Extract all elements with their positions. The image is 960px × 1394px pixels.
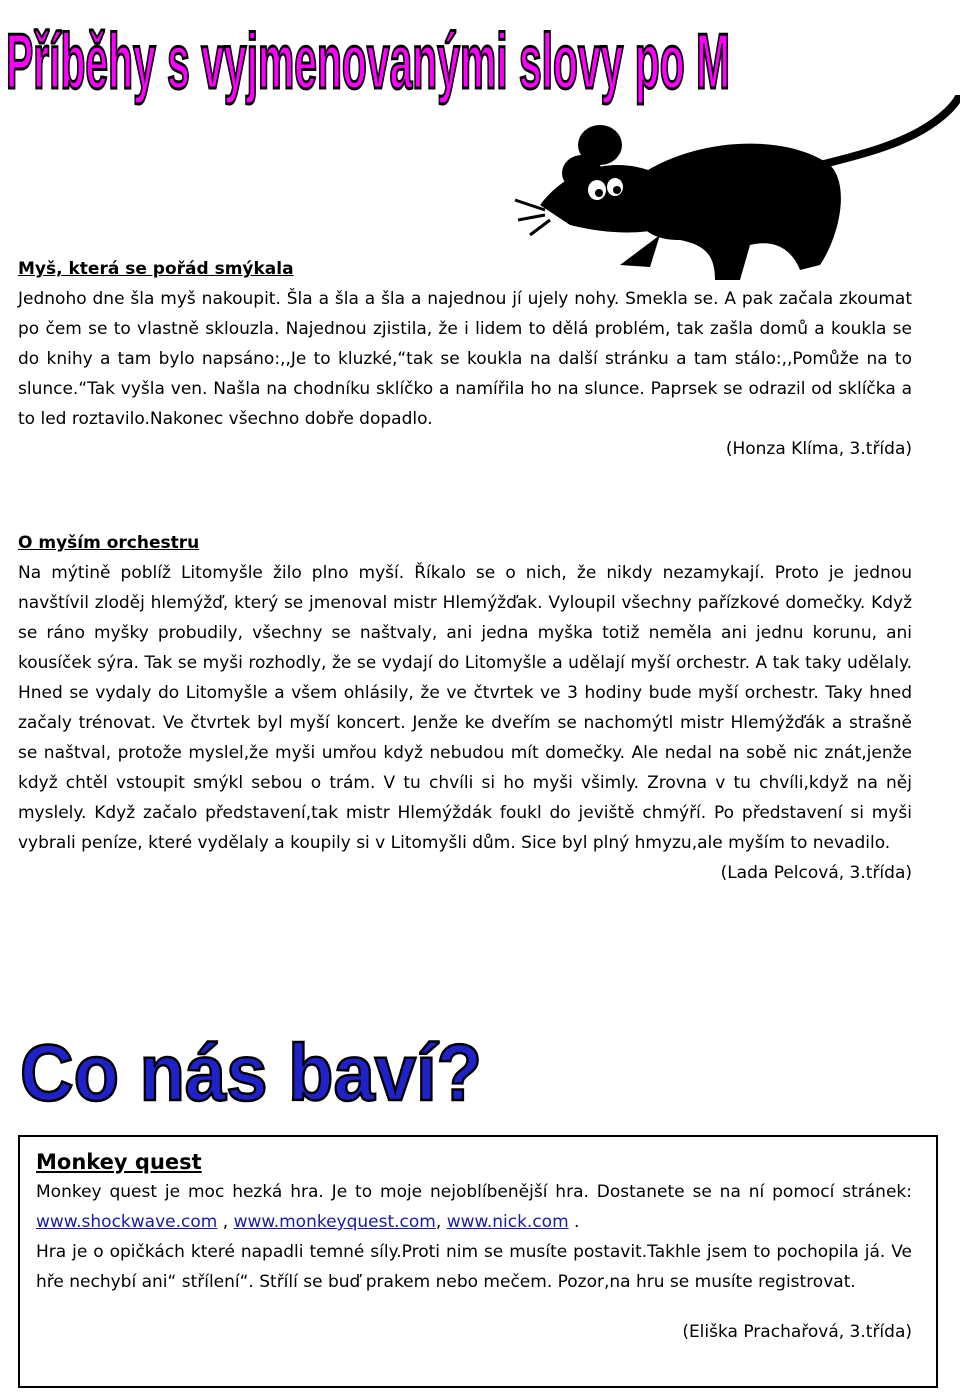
section-heading-text: Co nás baví? [20,1028,482,1108]
story-text: Jednoho dne šla myš nakoupit. Šla a šla a šla a najednou jí ujely nohy. Smekla se. A pak začala zkoumat po čem se to vlastně sklouzla. Najednou zjistila, že i lidem to dělá problém, tak zašla domů a koukla se do knihy a tam bylo napsáno:,,Je to kluzké,“tak se koukla na další stránku a tam stálo:,,Pomůže na to slunce.“Tak vyšla ven. Našla na chodníku sklíčko a namířila ho na slunce. Paprsek se odrazil od sklíčka a to led roztavilo.Nakonec všechno dobře dopadlo. [18,289,912,429]
article-para-2: Hra je o opičkách které napadli temné síly.Proti nim se musíte postavit.Takhle jsem to pochopila já. Ve hře nechybí ani“ střílení“. Střílí se buď prakem nebo mečem. Pozor,na hru se musíte registrovat. [36,1242,912,1292]
story-title: O myším orchestru [18,533,200,553]
story-orchestr [18,528,912,888]
link-nick[interactable]: www.nick.com [446,1212,569,1232]
story-text: Na mýtině poblíž Litomyšle žilo plno myší. Říkalo se o nich, že nikdy nezamykají. Proto je jednou navštívil zloděj hlemýžď, který se jmenoval mistr Hlemýžďak. Vyloupil všechny pařízkové domečky. Když se ráno myšky probudily, všechny se naštvaly, ani jedna myška totiž neměla ani jednu korunu, ani kousíček sýra. Tak se myši rozhodly, že se vydají do Litomyšle a udělají myší orchestr. A tak taky udělaly. Hned se vydaly do Litomyšle a všem ohlásily, že ve čtvrtek ve 3 hodiny bude myší orchestr. Taky hned začaly trénovat. Ve čtvrtek byl myší koncert. Jenže ke dveřím se nachomýtl mistr Hlemýžďák a strašně se naštval, protože myslel,že myši umřou když nebudou mít domečky. Ale nedal na sobě nic znát,jenže když chtěl vstoupit smýkl sebou o trám. V tu chvíli si ho myši všimly. Zrovna v tu chvíli,když na něj myslely. Když začalo představení,tak mistr Hlemýždák foukl do jeviště chmýří. Po představení si myši vybrali peníze, které vydělaly a koupily si v Litomyšli dům. Sice byl plný hmyzu,ale myším to nevadilo. [18,563,912,853]
story-author: (Honza Klíma, 3.třída) [725,439,912,459]
story-mys [18,254,912,464]
link-shockwave[interactable]: www.shockwave.com [36,1212,218,1232]
section-heading [18,1028,488,1108]
article-box [18,1135,938,1388]
text-span: Monkey quest je moc hezká hra. Je to moje nejoblíbenější hra. Dostanete se na ní pomocí stránek: [36,1182,912,1202]
text-span: . [568,1212,580,1232]
article-title: Monkey quest [36,1150,202,1174]
story-title: Myš, která se pořád smýkala [18,259,294,279]
story-author: (Lada Pelcová, 3.třída) [720,863,912,883]
text-span: , [435,1212,447,1232]
text-span: , [217,1212,234,1232]
article-author: (Eliška Prachařová, 3.třída) [682,1322,912,1342]
link-monkeyquest[interactable]: www.monkeyquest.com [233,1212,436,1232]
banner-title-text: Příběhy s vyjmenovanými slovy po M [6,17,730,105]
article-para-1 [36,1177,912,1237]
